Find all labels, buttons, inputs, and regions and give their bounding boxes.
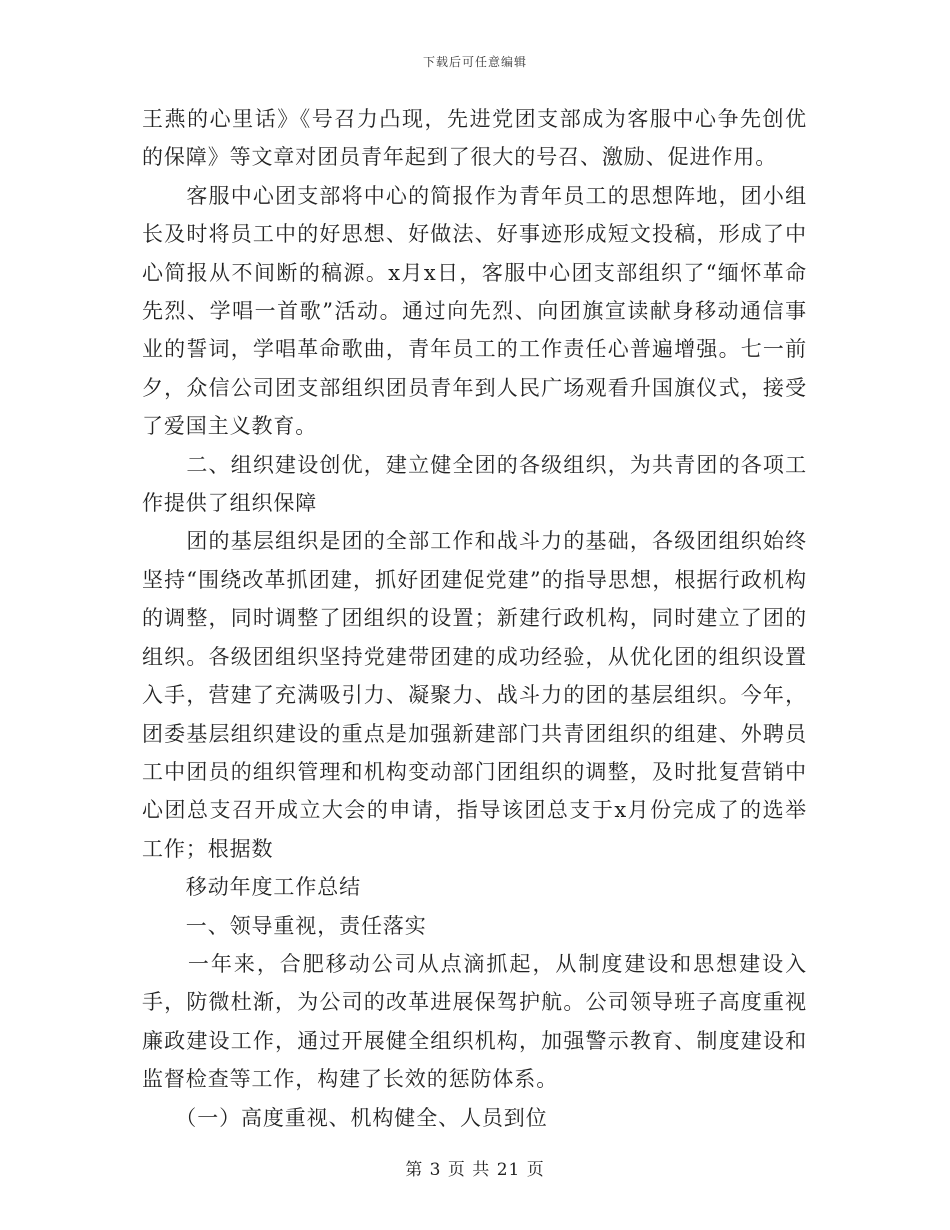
paragraph-3: 团的基层组织是团的全部工作和战斗力的基础，各级团组织始终坚持“围绕改革抓团建，抓好团建促党建”的指导思想，根据行政机构的调整，同时调整了团组织的设置；新建行政机构，同时建立了团的组织。各级团组织坚持党建带团建的成功经验，从优化团的组织设置入手，营建了充满吸引力、凝聚力、战斗力的团的基层组织。今年，团委基层组织建设的重点是加强新建部门共青团组织的组建、外聘员工中团员的组织管理和机构变动部门团组织的调整，及时批复营销中心团总支召开成立大会的申请，指导该团总支于x月份完成了的选举工作；根据数 bbox=[142, 529, 807, 861]
section-heading-2: 二、组织建设创优，建立健全团的各级组织，为共青团的各项工作提供了组织保障 bbox=[142, 452, 807, 516]
document-body bbox=[142, 100, 807, 1137]
page-header: 下载后可任意编辑 bbox=[422, 55, 527, 69]
section-heading-1: 一、领导重视，责任落实 bbox=[142, 913, 427, 938]
paragraph-1: 王燕的心里话》《号召力凸现，先进党团支部成为客服中心争先创优的保障》等文章对团员青年起到了很大的号召、激励、促进作用。 bbox=[142, 107, 807, 170]
paragraph-2: 客服中心团支部将中心的简报作为青年员工的思想阵地，团小组长及时将员工中的好思想、好做法、好事迹形成短文投稿，形成了中心简报从不间断的稿源。x月x日，客服中心团支部组织了“缅怀革命先烈、学唱一首歌”活动。通过向先烈、向团旗宣读献身移动通信事业的誓词，学唱革命歌曲，青年员工的工作责任心普遍增强。七一前夕，众信公司团支部组织团员青年到人民广场观看升国旗仪式，接受了爱国主义教育。 bbox=[142, 183, 807, 439]
paragraph-4: 一年来，合肥移动公司从点滴抓起，从制度建设和思想建设入手，防微杜渐，为公司的改革进展保驾护航。公司领导班子高度重视廉政建设工作，通过开展健全组织机构，加强警示教育、制度建设和监督检查等工作，构建了长效的惩防体系。 bbox=[142, 951, 807, 1092]
document-title: 移动年度工作总结 bbox=[142, 875, 361, 900]
page-footer: 第 3 页 共 21 页 bbox=[405, 1160, 545, 1180]
subsection-heading-1: （一）高度重视、机构健全、人员到位 bbox=[142, 1105, 548, 1130]
